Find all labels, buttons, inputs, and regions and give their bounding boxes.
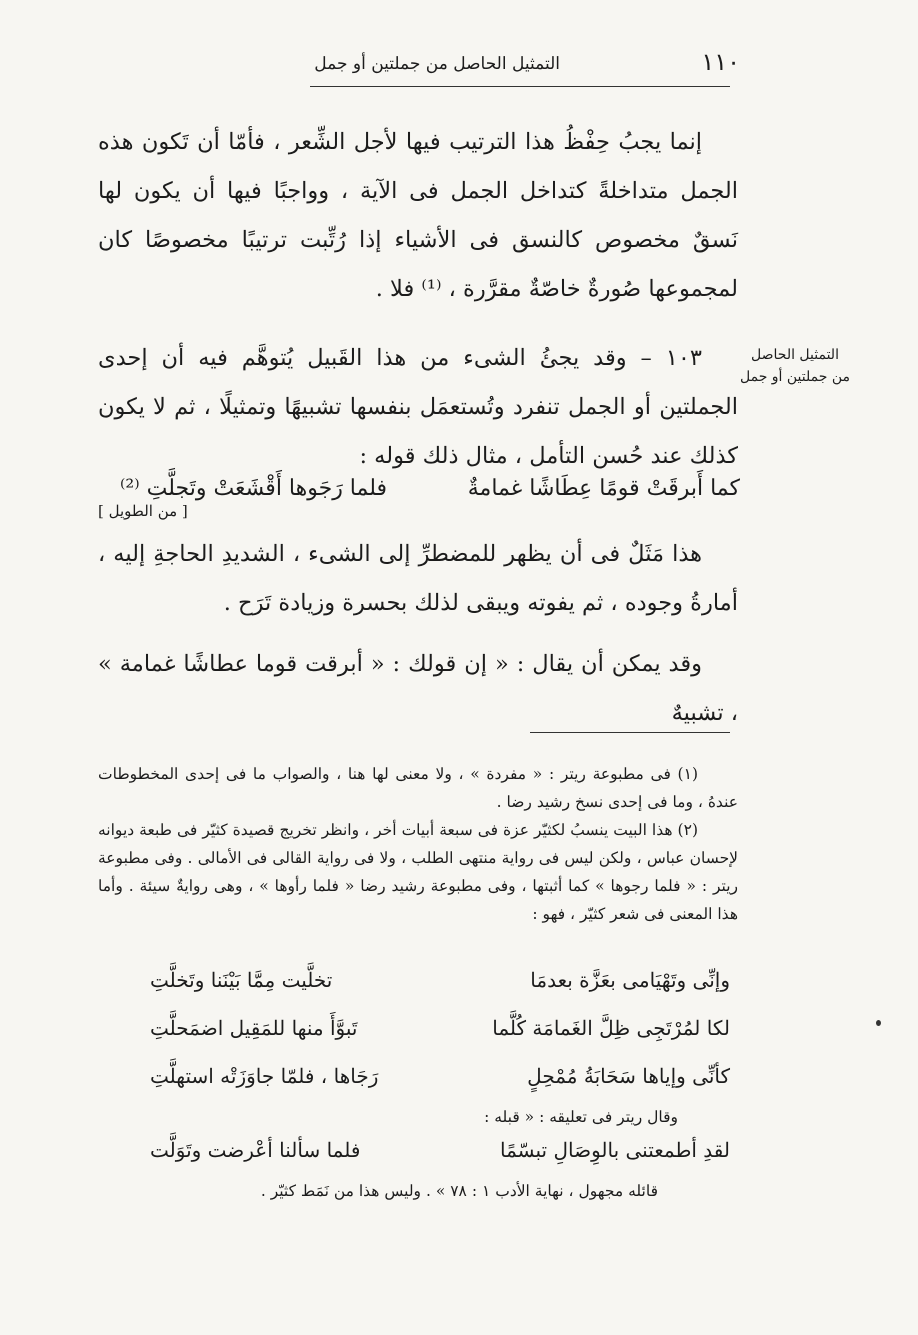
verse-second-hemistich: تَبوَّأَ منها للمَقِيل اضمَحلَّتِ [150,1016,358,1040]
section-103-text: ١٠٣ – وقد يجئُ الشىء من هذا القَبيل يُتوهَّم فيه أن إحدى الجملتين أو الجمل تنفرد وتُستعمَل بنفسها تشبيهًا وتمثيلًا ، ثم لا يكون كذلك عند حُسن التأمل ، مثال ذلك قوله : [98,345,738,469]
footnote-verse [150,1064,730,1104]
paragraph-4 [98,640,738,738]
verse-second-hemistich: فلما سألنا أعْرضت وتَوَلَّت [150,1138,361,1162]
verse-first-hemistich: كما أَبرقَتْ قومًا عِطَاشًا غمامةٌ [467,476,740,501]
footnote-1: (١) فى مطبوعة ريتر : « مفردة » ، ولا معنى لها هنا ، والصواب ما فى إحدى المخطوطات عندهُ ، وما فى إحدى نسخ رشيد رضا . [98,765,738,811]
paragraph-3 [98,530,738,628]
meter-label: [ من الطويل ] [98,502,188,520]
page-number: ١١٠ [701,48,740,76]
ritter-note: وقال ريتر فى تعليقه : « قبله : [484,1108,678,1126]
page-header [300,48,740,84]
verse-first-hemistich: كأنِّى وإياها سَحَابَةُ مُمْحِلٍ [527,1064,730,1088]
margin-dot [876,1020,881,1026]
paragraph-text: إنما يجبُ حِفْظُ هذا الترتيب فيها لأجل الشِّعر ، فأمّا أن تَكون هذه الجمل متداخلةً كتداخل الجمل فى الآية ، وواجبًا فيها أن يكون لها نَسقٌ مخصوص كالنسق فى الأشياء إذا رُتِّبت ترتيبًا مخصوصًا كان لمجموعها صُورةٌ خاصّةٌ مقرَّرة ، ⁽¹⁾ فلا . [98,129,738,302]
paragraph-1 [98,118,738,314]
footnote-verse [150,968,730,1008]
verse-first-hemistich: لقدِ أطمعتنى بالوِصَالِ تبسّمًا [500,1138,730,1162]
footnote-verse [150,1138,730,1178]
footnote-rule [530,732,730,733]
running-title: التمثيل الحاصل من جملتين أو جمل [314,54,560,74]
source-note: قائله مجهول ، نهاية الأدب ١ : ٧٨ » . وليس هذا من نَمَط كثيّر . [260,1182,658,1200]
verse-first-hemistich: لكا لمُرْتَجِى ظِلَّ الغَمامَة كُلَّما [492,1016,730,1040]
footnotes [98,760,738,928]
paragraph-text: وقد يمكن أن يقال : « إن قولك : « أبرقت قوما عطاشًا غمامة » ، تشبيهٌ [98,651,738,726]
header-rule [310,86,730,87]
footnote-verse [150,1016,730,1056]
paragraph-text: هذا مَثَلٌ فى أن يظهر للمضطرِّ إلى الشىء ، الشديدِ الحاجةِ إليه ، أمارةُ وجوده ، ثم يفوته ويبقى لذلك بحسرة وزيادة تَرَح . [98,541,738,616]
margin-note: التمثيل الحاصل من جملتين أو جمل [740,347,850,385]
verse-second-hemistich: تخلَّيت مِمَّا بَيْنَنا وتَخلَّتِ [150,968,333,992]
verse-second-hemistich: فلما رَجَوها أَقْشَعَتْ وتَجلَّتِ ⁽²⁾ [120,476,388,501]
quoted-verse [120,476,740,516]
footnote-2: (٢) هذا البيت ينسبُ لكثيّر عزة فى سبعة أبيات أخر ، وانظر تخريج قصيدة كثيّر فى طبعة ديوانه لإحسان عباس ، ولكن ليس فى رواية منتهى الطلب ، ولا فى رواية القالى فى الأمالى . وفى مطبوعة ريتر : « فلما رجوها » كما أثبتها ، وفى مطبوعة رشيد رضا « فلما رأوها » ، وهى روايةٌ سيئة . وأما هذا المعنى فى شعر كثيّر ، فهو : [98,821,738,923]
verse-first-hemistich: وإنِّى وتَهْيَامى بعَزَّة بعدمَا [530,968,730,992]
verse-second-hemistich: رَجَاها ، فلمّا جاوَزَتْه استهلَّتِ [150,1064,379,1088]
